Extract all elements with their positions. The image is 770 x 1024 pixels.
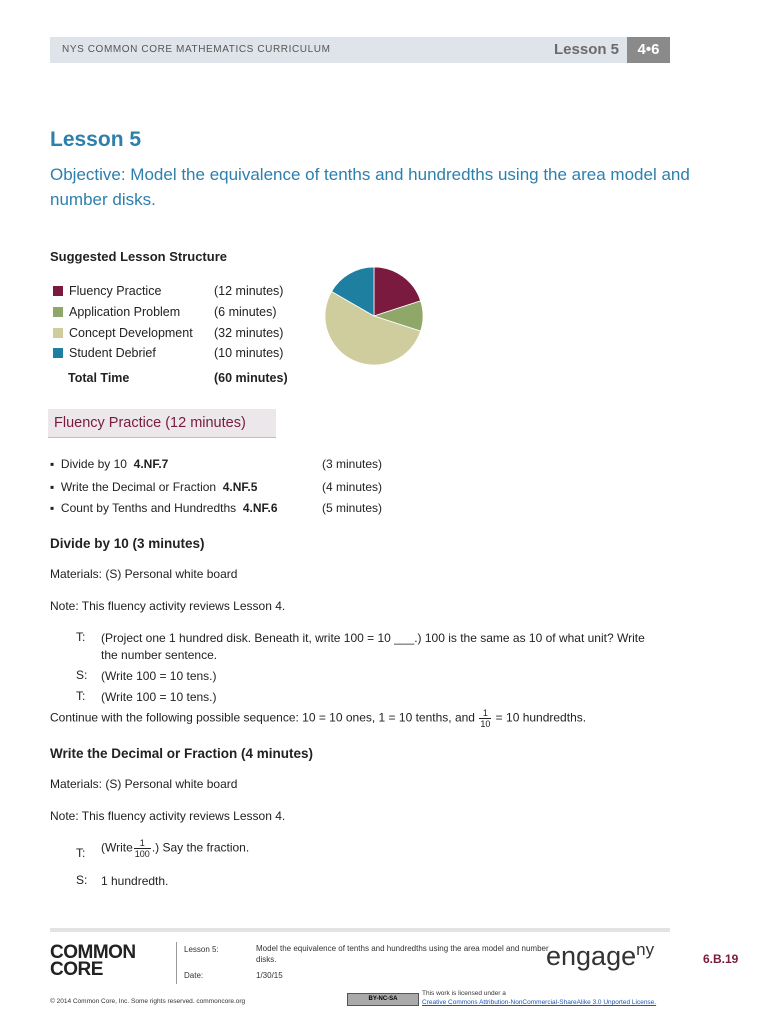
structure-item-label: Concept Development: [69, 326, 193, 340]
fluency-item-minutes: (5 minutes): [322, 501, 383, 515]
lesson-title: Lesson 5: [50, 128, 142, 151]
structure-item: [53, 326, 193, 346]
structure-item-label: Fluency Practice: [69, 284, 162, 298]
common-core-logo: [50, 944, 136, 978]
copyright: © 2014 Common Core, Inc. Some rights reserved. commoncore.org: [50, 998, 246, 1005]
footer-lesson-value: Model the equivalence of tenths and hundredths using the area model and number disks.: [256, 944, 549, 964]
legend-swatch: [53, 348, 63, 358]
dialogue-line: 1 hundredth.: [101, 874, 169, 888]
fluency-item: ▪ Write the Decimal or Fraction 4.NF.5: [50, 480, 258, 494]
dialogue-text-end: .) Say the fraction.: [151, 840, 250, 855]
dialogue-speaker: T:: [76, 689, 86, 703]
structure-item: [53, 346, 156, 366]
fraction: [134, 838, 151, 859]
dialogue-line: [101, 838, 661, 859]
continue-text: Continue with the following possible sequence: 10 = 10 ones, 1 = 10 tenths, and: [50, 710, 475, 725]
legend-swatch: [53, 286, 63, 296]
fluency-item-minutes: (4 minutes): [322, 480, 383, 494]
section-heading-divide: Divide by 10 (3 minutes): [50, 536, 205, 551]
fraction-numerator: 1: [479, 708, 491, 719]
dialogue-speaker: T:: [76, 846, 86, 860]
fraction-denominator: 10: [480, 719, 491, 729]
dialogue-line: (Project one 1 hundred disk. Beneath it, write 100 = 10 ___.) 100 is the same as 10 of what unit? Write the number sentence.: [101, 631, 645, 662]
fluency-item-standard: 4.NF.6: [242, 501, 278, 515]
footer-divider: [176, 942, 177, 984]
fluency-item-text: Write the Decimal or Fraction: [60, 480, 217, 494]
dialogue-line: (Write 100 = 10 tens.): [101, 690, 217, 704]
dialogue-text: (Write: [101, 840, 133, 855]
continue-text-end: = 10 hundredths.: [495, 710, 587, 725]
note-text: Note: This fluency activity reviews Lesson 4.: [50, 809, 286, 823]
structure-item-minutes: (10 minutes): [214, 346, 284, 360]
note-text: Note: This fluency activity reviews Lesson 4.: [50, 599, 286, 613]
legend-swatch: [53, 328, 63, 338]
dialogue-speaker: S:: [76, 668, 88, 682]
structure-item-label: Student Debrief: [69, 346, 156, 360]
structure-item-minutes: (6 minutes): [214, 305, 277, 319]
structure-item-minutes: (32 minutes): [214, 326, 284, 340]
objective: Objective: Model the equivalence of tenths and hundredths using the area model and number disks.: [50, 165, 690, 209]
fluency-item-minutes: (3 minutes): [322, 457, 383, 471]
continue-sequence: [50, 708, 586, 729]
structure-item-minutes: (12 minutes): [214, 284, 284, 298]
dialogue-speaker: S:: [76, 873, 88, 887]
section-heading-write: Write the Decimal or Fraction (4 minutes): [50, 746, 314, 761]
fluency-item-text: Count by Tenths and Hundredths: [60, 501, 237, 515]
header-lesson: Lesson 5: [554, 41, 620, 58]
total-time-minutes: (60 minutes): [214, 371, 288, 385]
fraction: [479, 708, 491, 729]
fluency-item-standard: 4.NF.5: [222, 480, 258, 494]
materials-text: Materials: (S) Personal white board: [50, 777, 238, 791]
lesson-structure-pie: [324, 264, 424, 368]
page-number: 6.B.19: [703, 952, 739, 966]
materials-text: Materials: (S) Personal white board: [50, 567, 238, 581]
footer-date-label: Date:: [184, 971, 204, 980]
cc-license-badge: BY-NC-SA: [347, 993, 419, 1006]
curriculum-title: NYS COMMON CORE MATHEMATICS CURRICULUM: [62, 44, 331, 55]
dialogue-line: (Write 100 = 10 tens.): [101, 669, 217, 683]
legend-swatch: [53, 307, 63, 317]
logo-line: COMMON: [50, 942, 136, 963]
fluency-item: ▪ Count by Tenths and Hundredths 4.NF.6: [50, 501, 278, 515]
footer-lesson-label: Lesson 5:: [184, 945, 219, 954]
fluency-item: ▪ Divide by 10 4.NF.7: [50, 457, 169, 471]
license-link[interactable]: Creative Commons Attribution-NonCommercial-ShareAlike 3.0 Unported License.: [422, 999, 657, 1006]
dialogue-speaker: T:: [76, 630, 86, 644]
structure-item: [53, 305, 180, 325]
footer-rule: [50, 928, 670, 932]
structure-item: [53, 284, 161, 304]
fluency-heading: Fluency Practice (12 minutes): [54, 415, 246, 431]
license-text: This work is licensed under a: [422, 990, 506, 997]
fluency-item-standard: 4.NF.7: [133, 457, 169, 471]
structure-heading: Suggested Lesson Structure: [50, 249, 227, 264]
structure-item-label: Application Problem: [69, 305, 181, 319]
grade-module-badge: 4•6: [627, 37, 670, 63]
engage-sup: ny: [636, 940, 655, 959]
total-time-label: Total Time: [68, 371, 130, 385]
fraction-numerator: 1: [134, 838, 151, 849]
engageny-logo: [546, 940, 654, 972]
fraction-denominator: 100: [134, 849, 150, 859]
fluency-item-text: Divide by 10: [60, 457, 127, 471]
footer-date-value: 1/30/15: [256, 971, 283, 980]
logo-line: CORE: [50, 959, 103, 980]
engage-text: engage: [546, 941, 637, 971]
